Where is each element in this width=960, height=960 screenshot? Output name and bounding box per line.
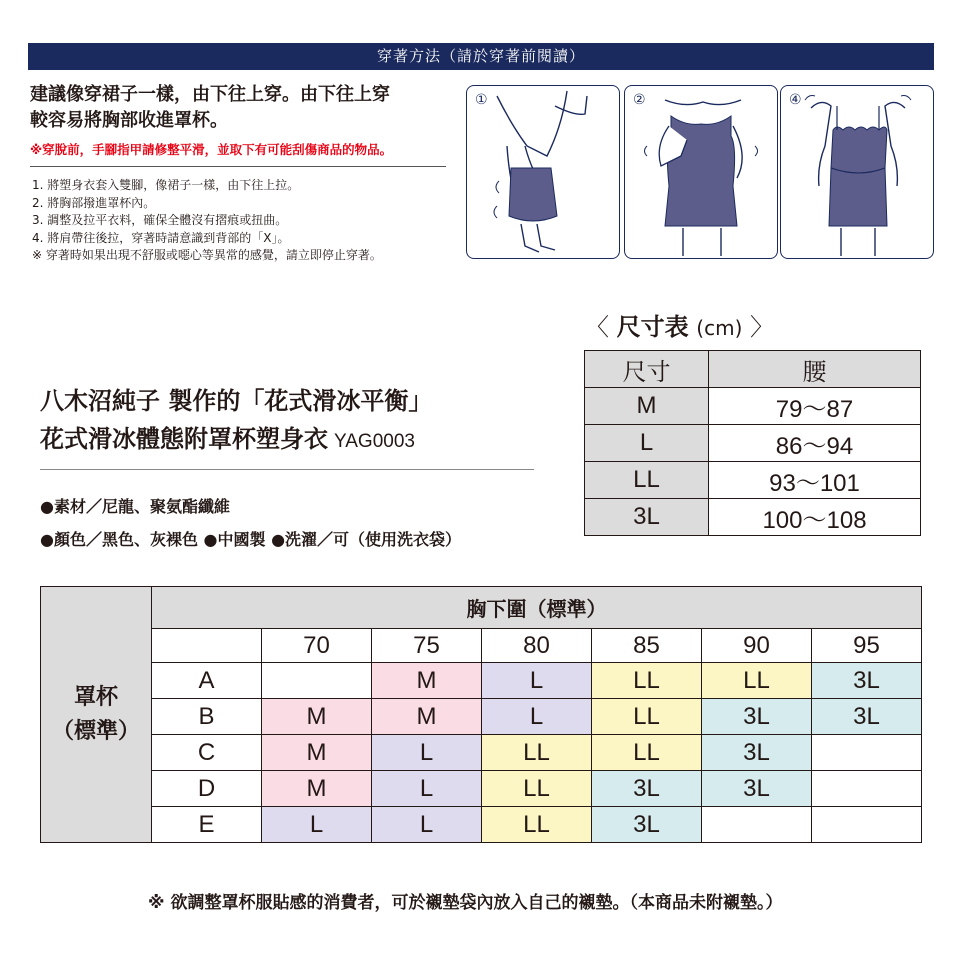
steps-list xyxy=(32,177,452,265)
intro-line-1: 建議像穿裙子一樣，由下往上穿。由下往上穿 xyxy=(30,84,390,105)
size-cell: LL xyxy=(592,699,702,735)
size-cell: LL xyxy=(585,462,709,499)
size-cell: LL xyxy=(592,663,702,699)
waist-cell: 86～94 xyxy=(709,425,921,462)
table-row xyxy=(41,699,922,735)
waist-cell: 79～87 xyxy=(709,388,921,425)
color-origin-wash-info: ●顏色／黑色、灰裸色 ●中國製 ●洗濯／可（使用洗衣袋） xyxy=(40,530,462,549)
step-2-drawing-icon xyxy=(625,86,778,259)
table-row xyxy=(585,499,921,536)
size-cell: M xyxy=(262,771,372,807)
size-cell: M xyxy=(372,663,482,699)
waist-header: 腰 xyxy=(709,351,921,388)
size-cell: 3L xyxy=(702,735,812,771)
size-cell: M xyxy=(262,735,372,771)
illustration-step-4 xyxy=(780,85,934,259)
size-cell: M xyxy=(585,388,709,425)
size-header: 尺寸 xyxy=(585,351,709,388)
cup-letter: B xyxy=(152,699,262,735)
size-cell: L xyxy=(372,807,482,843)
bracket-close: 〉 xyxy=(750,313,775,341)
divider xyxy=(40,469,534,470)
product-line-2 xyxy=(40,420,540,461)
bracket-open: 〈 xyxy=(585,313,609,341)
intro-text xyxy=(30,82,450,134)
step-item: 1. 將塑身衣套入雙腳，像裙子一樣，由下往上拉。 xyxy=(32,178,300,192)
size-cell: 3L xyxy=(702,699,812,735)
step-number: ② xyxy=(633,92,646,108)
step-item: ※ 穿著時如果出現不舒服或噁心等異常的感覺，請立即停止穿著。 xyxy=(32,248,382,262)
band-cell: 80 xyxy=(482,629,592,663)
band-cell: 75 xyxy=(372,629,482,663)
size-chart-unit: (cm) xyxy=(696,316,743,340)
step-number: ④ xyxy=(789,92,802,108)
cup-letter: E xyxy=(152,807,262,843)
size-cell: L xyxy=(482,699,592,735)
footnote: ※ 欲調整罩杯服貼感的消費者，可於襯墊袋內放入自己的襯墊。（本商品未附襯墊。） xyxy=(148,893,783,913)
step-4-drawing-icon xyxy=(781,86,934,259)
step-item: 3. 調整及拉平衣料，確保全體沒有摺痕或扭曲。 xyxy=(32,213,288,227)
size-cell: M xyxy=(262,699,372,735)
product-title xyxy=(40,382,540,461)
instructions-banner: 穿著方法（請於穿著前閱讀） xyxy=(28,43,934,70)
illustration-step-2 xyxy=(624,85,778,259)
size-cell xyxy=(812,807,922,843)
band-corner-cell xyxy=(152,629,262,663)
size-cell: 3L xyxy=(592,807,702,843)
warning-text: ※穿脫前，手腳指甲請修整平滑，並取下有可能刮傷商品的物品。 xyxy=(30,142,393,157)
product-line-1: 八木沼純子 製作的「花式滑冰平衡」 xyxy=(40,387,433,415)
table-row xyxy=(585,462,921,499)
size-cell: L xyxy=(372,771,482,807)
band-cell: 90 xyxy=(702,629,812,663)
table-row xyxy=(585,388,921,425)
illustration-step-1 xyxy=(466,85,620,259)
band-cell: 70 xyxy=(262,629,372,663)
waist-cell: 100～108 xyxy=(709,499,921,536)
product-code: YAG0003 xyxy=(334,431,415,452)
divider xyxy=(30,166,446,167)
size-chart-title-text: 尺寸表 xyxy=(616,313,689,341)
cup-table-header xyxy=(41,587,922,629)
size-cell: M xyxy=(372,699,482,735)
size-cell: LL xyxy=(702,663,812,699)
table-row xyxy=(585,425,921,462)
table-row xyxy=(41,663,922,699)
size-cell: LL xyxy=(482,771,592,807)
product-name: 花式滑冰體態附罩杯塑身衣 xyxy=(40,425,328,453)
table-row xyxy=(41,807,922,843)
cup-letter: D xyxy=(152,771,262,807)
size-cell xyxy=(812,735,922,771)
size-cell xyxy=(262,663,372,699)
size-cell xyxy=(812,771,922,807)
size-table-header xyxy=(585,351,921,388)
band-row xyxy=(41,629,922,663)
cup-letter: A xyxy=(152,663,262,699)
cup-size-table xyxy=(40,586,922,843)
size-cell: LL xyxy=(592,735,702,771)
size-cell: LL xyxy=(482,735,592,771)
size-cell: 3L xyxy=(812,699,922,735)
cup-header-line-2: （標準） xyxy=(51,718,140,744)
size-cell: 3L xyxy=(702,771,812,807)
size-cell: 3L xyxy=(812,663,922,699)
band-cell: 85 xyxy=(592,629,702,663)
size-chart-title xyxy=(585,312,825,343)
table-row xyxy=(41,735,922,771)
step-1-drawing-icon xyxy=(467,86,620,259)
size-cell: L xyxy=(482,663,592,699)
product-info xyxy=(40,490,560,556)
step-number: ① xyxy=(475,92,488,108)
size-cell: LL xyxy=(482,807,592,843)
size-cell xyxy=(702,807,812,843)
band-cell: 95 xyxy=(812,629,922,663)
size-cell: L xyxy=(585,425,709,462)
size-cell: L xyxy=(262,807,372,843)
step-item: 4. 將肩帶往後拉，穿著時請意識到背部的「X」。 xyxy=(32,230,290,245)
waist-cell: 93～101 xyxy=(709,462,921,499)
cup-header-line-1: 罩杯 xyxy=(73,684,118,710)
size-cell: 3L xyxy=(592,771,702,807)
size-cell: 3L xyxy=(585,499,709,536)
cup-header xyxy=(41,587,152,843)
table-row xyxy=(41,771,922,807)
size-cell: L xyxy=(372,735,482,771)
step-item: 2. 將胸部撥進罩杯內。 xyxy=(32,195,156,210)
band-header: 胸下圍（標準） xyxy=(152,587,922,629)
size-table xyxy=(584,350,921,536)
cup-letter: C xyxy=(152,735,262,771)
material-info: ●素材／尼龍、聚氨酯纖維 xyxy=(40,497,230,516)
intro-line-2: 較容易將胸部收進罩杯。 xyxy=(30,110,228,131)
